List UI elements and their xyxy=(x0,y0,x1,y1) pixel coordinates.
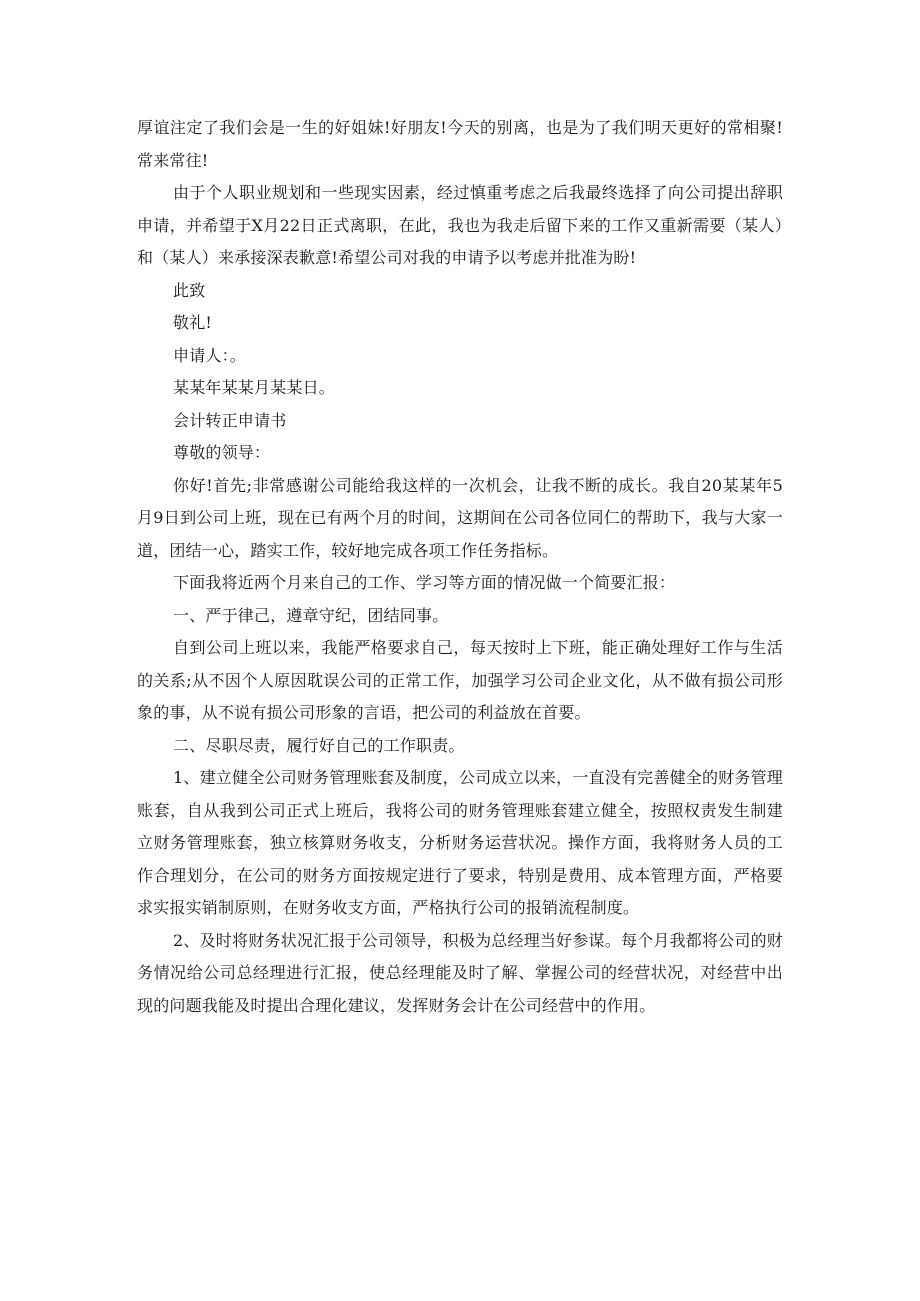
heading-point-one: 一、严于律己，遵章守纪，团结同事。 xyxy=(173,605,449,625)
section-title: 会计转正申请书 xyxy=(173,410,287,430)
paragraph-continuation: 厚谊注定了我们会是一生的好姐妹!好朋友!今天的别离，也是为了我们明天更好的常相聚!常来常往! xyxy=(137,118,783,170)
greeting: 尊敬的领导： xyxy=(173,443,271,462)
document-body xyxy=(137,112,783,1022)
paragraph-discipline: 自到公司上班以来，我能严格要求自己，每天按时上下班，能正确处理好工作与生活的关系;从不因个人原因耽误公司的正常工作，加强学习公司企业文化，从不做有损公司形象的事，从不说有损公司形象的言语，把公司的利益放在首要。 xyxy=(137,638,783,722)
paragraph-item-2: 2、及时将财务状况汇报于公司领导，积极为总经理当好参谋。每个月我都将公司的财务情况给公司总经理进行汇报，使总经理能及时了解、掌握公司的经营状况，对经营中出现的问题我能及时提出合理化建议，发挥财务会计在公司经营中的作用。 xyxy=(137,930,783,1015)
heading-point-two: 二、尽职尽责，履行好自己的工作职责。 xyxy=(173,735,465,755)
closing-regards: 敬礼! xyxy=(173,313,213,332)
paragraph-item-1: 1、建立健全公司财务管理账套及制度，公司成立以来，一直没有完善健全的财务管理账套，自从我到公司正式上班后，我将公司的财务管理账套建立健全，按照权责发生制建立财务管理账套，独立核算财务收支，分析财务运营状况。操作方面，我将财务人员的工作合理划分，在公司的财务方面按规定进行了要求，特别是费用、成本管理方面，严格要求实报实销制原则，在财务收支方面，严格执行公司的报销流程制度。 xyxy=(137,768,783,917)
paragraph-resignation-request: 由于个人职业规划和一些现实因素，经过慎重考虑之后我最终选择了向公司提出辞职申请，并希望于X月22日正式离职，在此，我也为我走后留下来的工作又重新需要（某人）和（某人）来承接深表歉意!希望公司对我的申请予以考虑并批准为盼! xyxy=(137,183,783,267)
applicant-line: 申请人：。 xyxy=(173,345,247,365)
paragraph-intro: 你好!首先;非常感谢公司能给我这样的一次机会，让我不断的成长。我自20某某年5月9日到公司上班，现在已有两个月的时间，这期间在公司各位同仁的帮助下，我与大家一道，团结一心，踏实工作，较好地完成各项工作任务指标。 xyxy=(137,475,783,560)
paragraph-report-lead: 下面我将近两个月来自己的工作、学习等方面的情况做一个简要汇报： xyxy=(173,573,676,592)
date-line: 某某年某某月某某日。 xyxy=(173,378,336,397)
closing-salutation: 此致 xyxy=(173,280,206,300)
